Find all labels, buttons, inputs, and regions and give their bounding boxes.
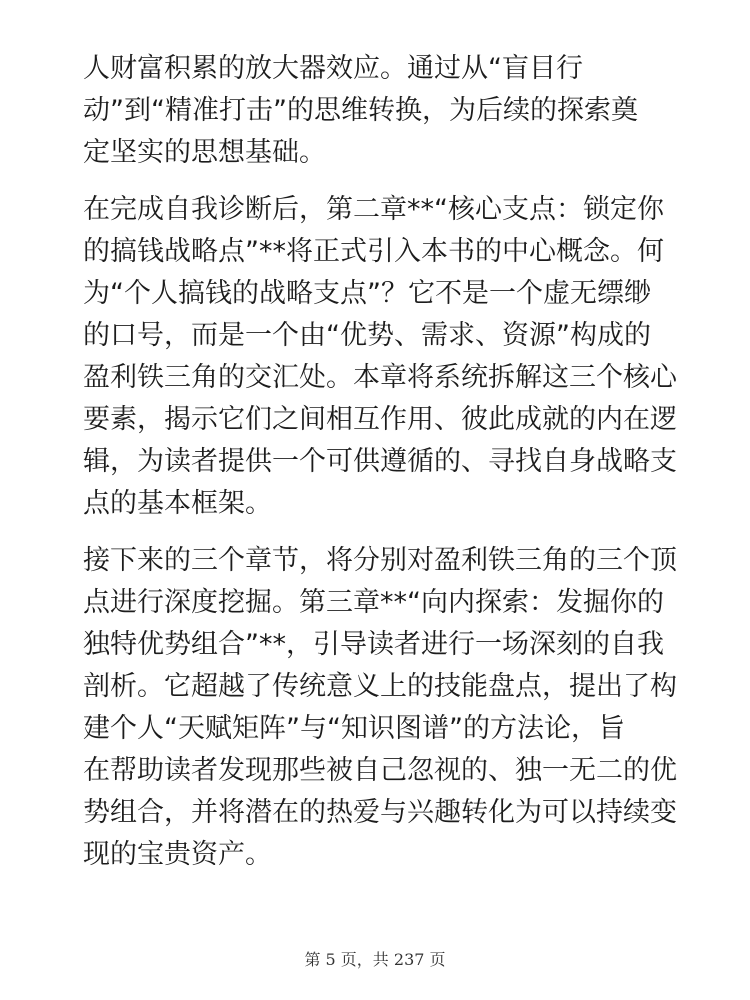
text-line: 接下来的三个章节，将分别对盈利铁三角的三个顶 [83,545,677,576]
page-number-footer: 第 5 页，共 237 页 [304,950,446,969]
text-line: 的搞钱战略点”**将正式引入本书的中心概念。何 [83,236,664,267]
text-line: 在完成自我诊断后，第二章**“核心支点：锁定你 [83,194,664,225]
text-line: 为“个人搞钱的战略支点”？它不是一个虚无缥缈 [83,278,651,309]
paragraph-2 [83,189,683,525]
body-text [83,48,683,891]
text-line: 独特优势组合”**，引导读者进行一场深刻的自我 [83,629,664,660]
paragraph-3 [83,540,683,876]
text-line: 人财富积累的放大器效应。通过从“盲目行 [83,53,583,84]
text-line: 定坚实的思想基础。 [83,137,326,168]
text-line: 要素，揭示它们之间相互作用、彼此成就的内在逻 [83,404,677,435]
text-line: 建个人“天赋矩阵”与“知识图谱”的方法论，旨 [83,713,625,744]
text-line: 势组合，并将潜在的热爱与兴趣转化为可以持续变 [83,797,677,828]
text-line: 动”到“精准打击”的思维转换，为后续的探索奠 [83,95,638,126]
text-line: 点的基本框架。 [83,488,272,519]
text-line: 点进行深度挖掘。第三章**“向内探索：发掘你的 [83,587,664,618]
text-line: 的口号，而是一个由“优势、需求、资源”构成的 [83,320,651,351]
text-line: 剖析。它超越了传统意义上的技能盘点，提出了构 [83,671,677,702]
paragraph-1 [83,48,683,174]
text-line: 辑，为读者提供一个可供遵循的、寻找自身战略支 [83,446,677,477]
text-line: 盈利铁三角的交汇处。本章将系统拆解这三个核心 [83,362,677,393]
text-line: 在帮助读者发现那些被自己忽视的、独一无二的优 [83,755,677,786]
text-line: 现的宝贵资产。 [83,839,272,870]
